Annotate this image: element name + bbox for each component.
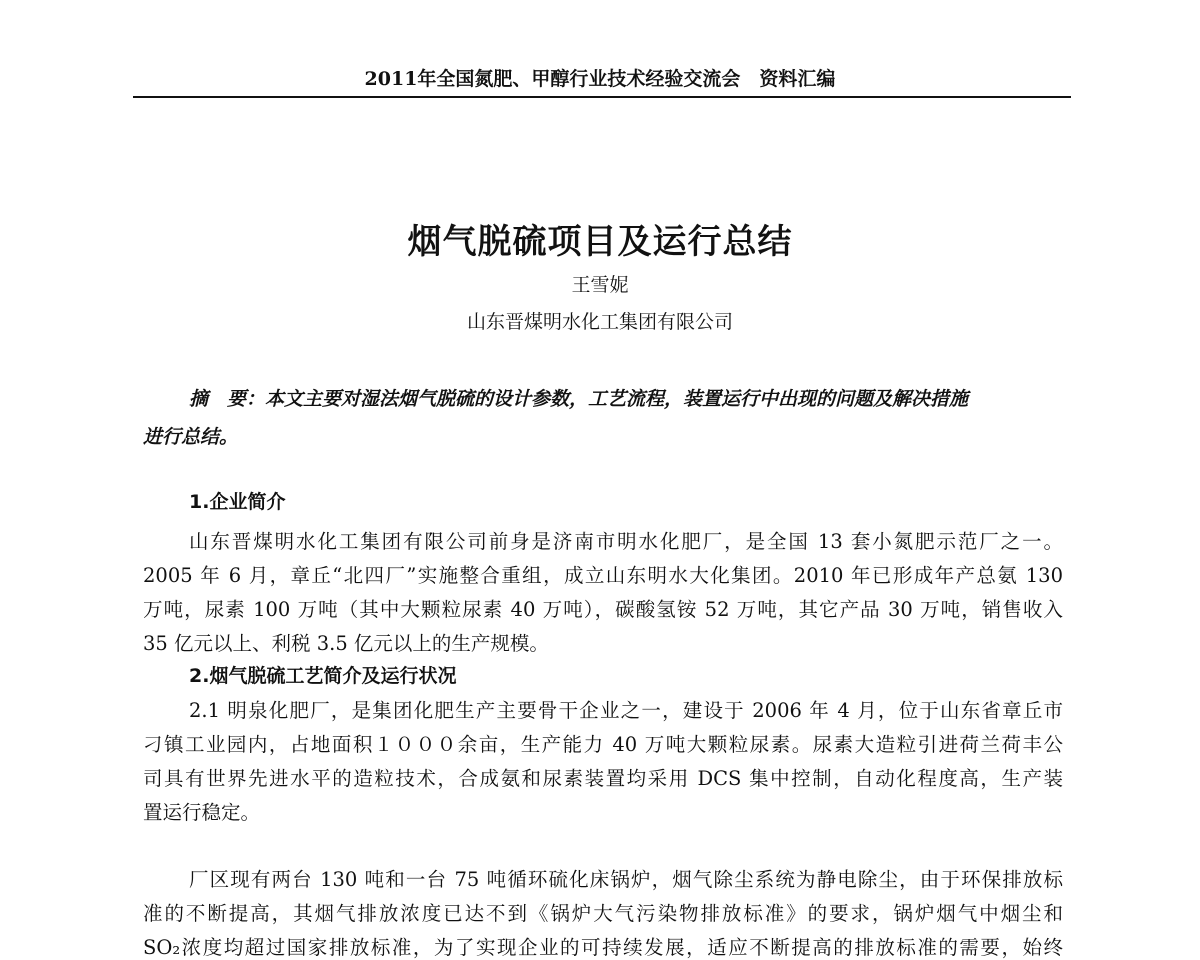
- author: 王雪妮: [571, 274, 629, 296]
- body-line: 万吨，尿素 100 万吨（其中大颗粒尿素 40 万吨），碳酸氢铵 52 万吨，其它产品 30 万吨，销售收入: [143, 598, 1063, 621]
- body-line: 司具有世界先进水平的造粒技术，合成氨和尿素装置均采用 DCS 集中控制，自动化程度高，生产装: [143, 767, 1063, 790]
- header-rule: [133, 96, 1071, 98]
- abstract-line-1: [143, 384, 1063, 411]
- body-line: 2.1 明泉化肥厂，是集团化肥生产主要骨干企业之一，建设于 2006 年 4 月，位于山东省章丘市: [189, 699, 1063, 722]
- section-heading: 1.企业简介: [189, 491, 286, 513]
- body-line: 准的不断提高，其烟气排放浓度已达不到《锅炉大气污染物排放标准》的要求，锅炉烟气中烟尘和: [143, 902, 1063, 925]
- abstract-text: 本文主要对湿法烟气脱硫的设计参数，工艺流程，装置运行中出现的问题及解决措施: [265, 388, 969, 410]
- section-heading: 2.烟气脱硫工艺简介及运行状况: [189, 665, 457, 687]
- body-line: 刁镇工业园内，占地面积１０００余亩，生产能力 40 万吨大颗粒尿素。尿素大造粒引进荷兰荷丰公: [143, 733, 1063, 756]
- abstract-line-2: 进行总结。: [143, 426, 239, 448]
- body-line: 厂区现有两台 130 吨和一台 75 吨循环硫化床锅炉，烟气除尘系统为静电除尘，由于环保排放标: [189, 868, 1063, 891]
- document-title: 烟气脱硫项目及运行总结: [407, 222, 793, 262]
- abstract-label: 摘 要：: [189, 388, 266, 410]
- running-header: 2011年全国氮肥、甲醇行业技术经验交流会 资料汇编: [364, 68, 836, 90]
- body-line: 置运行稳定。: [143, 801, 261, 824]
- body-line: 35 亿元以上、利税 3.5 亿元以上的生产规模。: [143, 632, 549, 655]
- body-line: 山东晋煤明水化工集团有限公司前身是济南市明水化肥厂，是全国 13 套小氮肥示范厂之一。: [189, 530, 1063, 553]
- body-line: 2005 年 6 月，章丘“北四厂”实施整合重组，成立山东明水大化集团。2010 年已形成年产总氨 130: [143, 564, 1063, 587]
- organization: 山东晋煤明水化工集团有限公司: [466, 311, 733, 333]
- body-line: SO₂浓度均超过国家排放标准，为了实现企业的可持续发展，适应不断提高的排放标准的需要，始终: [143, 936, 1063, 959]
